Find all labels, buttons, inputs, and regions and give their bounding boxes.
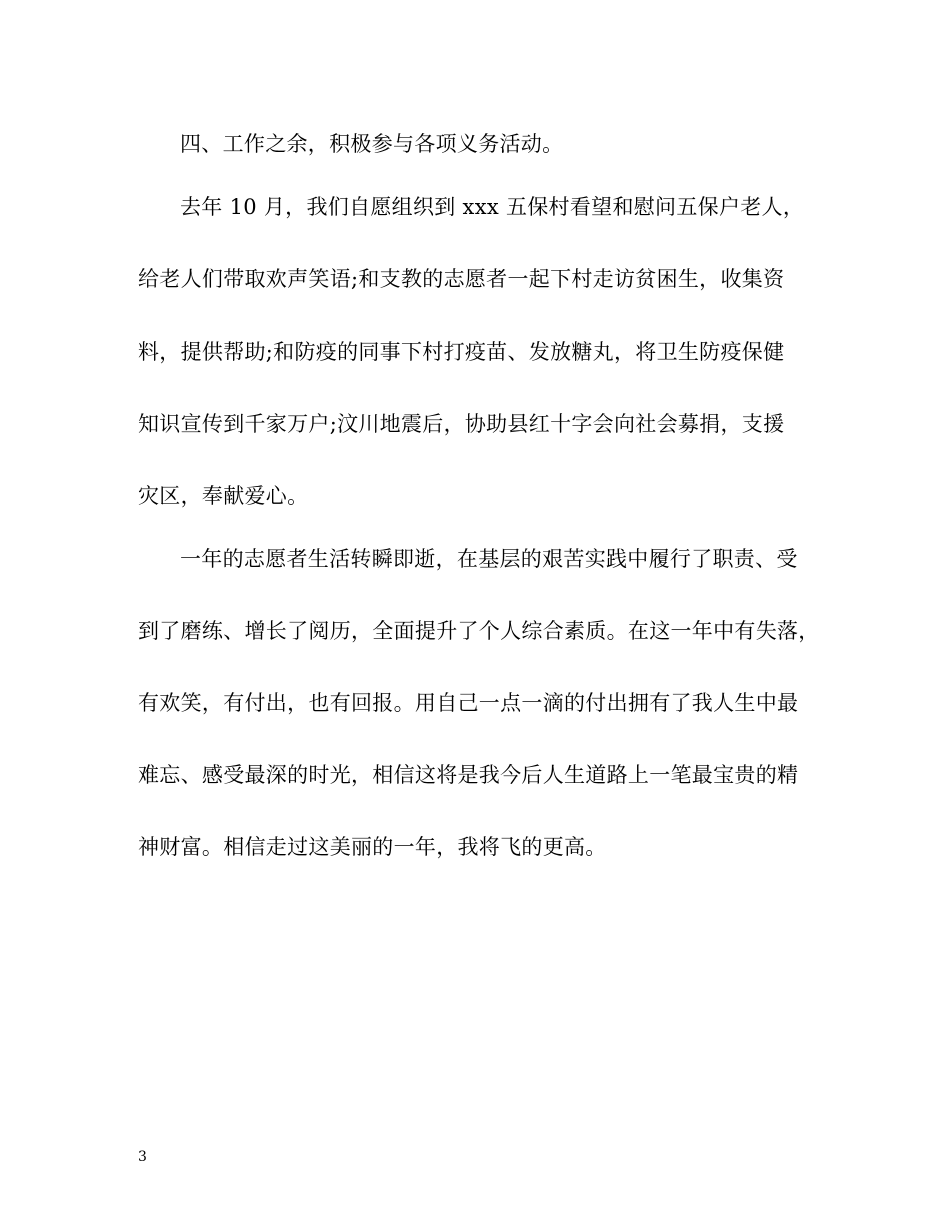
paragraph-line: 知识宣传到千家万户;汶川地震后，协助县红十字会向社会募捐，支援 xyxy=(138,412,785,436)
paragraph-line: 有欢笑，有付出，也有回报。用自己一点一滴的付出拥有了我人生中最 xyxy=(138,691,799,715)
paragraph-line: 一年的志愿者生活转瞬即逝，在基层的艰苦实践中履行了职责、受 xyxy=(180,547,798,571)
paragraph-line: 灾区，奉献爱心。 xyxy=(138,484,309,508)
paragraph-line: 去年 10 月，我们自愿组织到 xxx 五保村看望和慰问五保户老人， xyxy=(180,195,805,219)
page-number: 3 xyxy=(138,1149,147,1165)
paragraph-line: 难忘、感受最深的时光，相信这将是我今后人生道路上一笔最宝贵的精 xyxy=(138,763,799,787)
paragraph-line: 给老人们带取欢声笑语;和支教的志愿者一起下村走访贫困生，收集资 xyxy=(138,267,785,291)
paragraph-line: 神财富。相信走过这美丽的一年，我将飞的更高。 xyxy=(138,835,607,859)
paragraph-line: 料，提供帮助;和防疫的同事下村打疫苗、发放糖丸，将卫生防疫保健 xyxy=(138,340,785,364)
section-heading: 四、工作之余，积极参与各项义务活动。 xyxy=(180,132,564,156)
paragraph-line: 到了磨练、增长了阅历，全面提升了个人综合素质。在这一年中有失落， xyxy=(138,619,820,643)
